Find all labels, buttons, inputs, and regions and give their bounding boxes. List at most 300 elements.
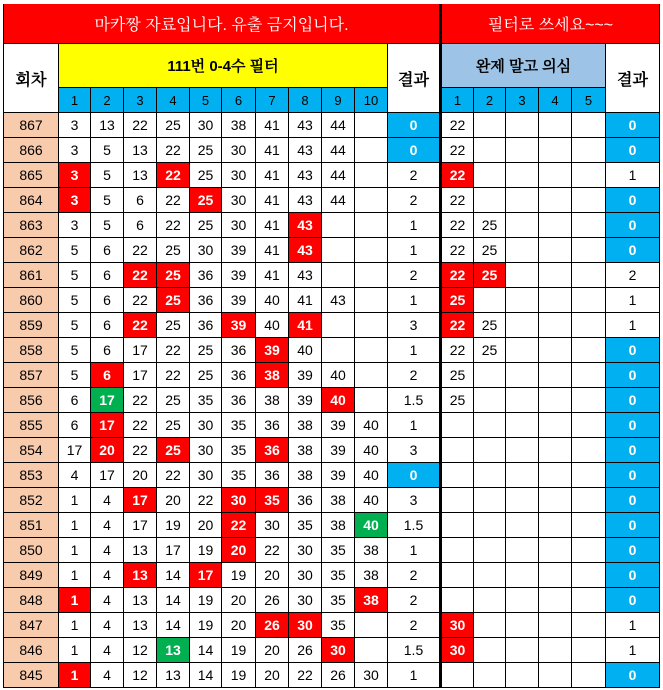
filter-number-cell: 20: [190, 513, 222, 538]
filter-number-cell: [355, 188, 388, 213]
doubt-number-cell: [474, 463, 506, 488]
filter-number-cell: 40: [355, 438, 388, 463]
doubt-number-cell: [572, 113, 606, 138]
filter-number-cell: 30: [289, 538, 322, 563]
result-cell: 0: [388, 138, 442, 163]
doubt-number-cell: [539, 563, 572, 588]
filter-number-cell: [355, 613, 388, 638]
doubt-number-cell: [539, 213, 572, 238]
filter-number-cell: 22: [124, 238, 157, 263]
doubt-number-cell: [572, 663, 606, 688]
doubt-number-cell: 25: [474, 338, 506, 363]
title-right-banner: 필터로 쓰세요~~~: [442, 4, 660, 44]
filter-number-cell: 39: [256, 338, 289, 363]
doubt-number-cell: [572, 438, 606, 463]
doubt-number-cell: [572, 313, 606, 338]
filter-number-cell: 14: [157, 588, 190, 613]
filter-number-cell: 5: [59, 313, 91, 338]
filter-col-header: 10: [355, 88, 388, 113]
filter-number-cell: [322, 238, 355, 263]
doubt-number-cell: [474, 188, 506, 213]
result2-cell: 0: [606, 388, 660, 413]
filter-number-cell: 30: [190, 113, 222, 138]
filter-number-cell: 13: [124, 138, 157, 163]
filter-number-cell: 43: [289, 238, 322, 263]
filter-number-cell: 44: [322, 163, 355, 188]
filter-number-cell: 17: [124, 338, 157, 363]
result2-cell: 0: [606, 463, 660, 488]
filter-number-cell: 22: [124, 438, 157, 463]
doubt-number-cell: 25: [442, 288, 474, 313]
filter-number-cell: 38: [355, 538, 388, 563]
doubt-number-cell: [442, 413, 474, 438]
filter-number-cell: [355, 263, 388, 288]
filter-number-cell: 22: [124, 113, 157, 138]
result-cell: 1: [388, 288, 442, 313]
round-number: 861: [4, 263, 59, 288]
filter-number-cell: 41: [256, 188, 289, 213]
doubt-number-cell: [572, 288, 606, 313]
round-number: 854: [4, 438, 59, 463]
filter-number-cell: 4: [59, 463, 91, 488]
filter-number-cell: [322, 263, 355, 288]
result2-cell: 0: [606, 238, 660, 263]
filter-number-cell: 6: [91, 263, 124, 288]
filter-col-header: 8: [289, 88, 322, 113]
filter-number-cell: [355, 388, 388, 413]
round-number: 864: [4, 188, 59, 213]
filter-number-cell: [355, 213, 388, 238]
filter-number-cell: 30: [222, 488, 256, 513]
doubt-number-cell: 22: [442, 213, 474, 238]
filter-number-cell: 30: [289, 588, 322, 613]
filter-number-cell: 5: [59, 288, 91, 313]
filter-number-cell: 3: [59, 188, 91, 213]
doubt-number-cell: [474, 388, 506, 413]
round-number: 850: [4, 538, 59, 563]
doubt-number-cell: [572, 213, 606, 238]
doubt-number-cell: [506, 438, 539, 463]
filter-number-cell: 40: [256, 313, 289, 338]
doubt-number-cell: [506, 313, 539, 338]
filter-col-header: 7: [256, 88, 289, 113]
doubt-number-cell: [474, 538, 506, 563]
filter-number-cell: 43: [289, 188, 322, 213]
filter-number-cell: 39: [222, 263, 256, 288]
filter-number-cell: 36: [256, 438, 289, 463]
doubt-col-header: 4: [539, 88, 572, 113]
filter-number-cell: 3: [59, 138, 91, 163]
filter-number-cell: 36: [289, 488, 322, 513]
doubt-number-cell: [442, 663, 474, 688]
filter-number-cell: 3: [59, 113, 91, 138]
doubt-number-cell: [539, 638, 572, 663]
result-cell: 1: [388, 538, 442, 563]
filter-number-cell: 25: [190, 163, 222, 188]
doubt-number-cell: [539, 663, 572, 688]
filter-number-cell: [322, 313, 355, 338]
result2-cell: 0: [606, 413, 660, 438]
filter-number-cell: 25: [190, 188, 222, 213]
filter-number-cell: 30: [289, 613, 322, 638]
doubt-number-cell: [506, 513, 539, 538]
doubt-number-cell: [474, 513, 506, 538]
filter-number-cell: 43: [289, 163, 322, 188]
doubt-number-cell: [539, 138, 572, 163]
filter-number-cell: 6: [91, 313, 124, 338]
doubt-col-header: 3: [506, 88, 539, 113]
filter-number-cell: 41: [256, 213, 289, 238]
filter-col-header: 4: [157, 88, 190, 113]
result2-cell: 0: [606, 363, 660, 388]
doubt-number-cell: [572, 463, 606, 488]
doubt-number-cell: [506, 538, 539, 563]
result2-cell: 0: [606, 438, 660, 463]
filter-number-cell: 38: [256, 363, 289, 388]
filter-number-cell: 30: [190, 413, 222, 438]
doubt-number-cell: [474, 638, 506, 663]
filter-number-cell: 38: [355, 563, 388, 588]
filter-number-cell: 6: [59, 413, 91, 438]
filter-number-cell: 22: [190, 488, 222, 513]
round-number: 852: [4, 488, 59, 513]
result-cell: 2: [388, 263, 442, 288]
doubt-number-cell: [506, 263, 539, 288]
filter-number-cell: 1: [59, 513, 91, 538]
doubt-number-cell: [539, 538, 572, 563]
result2-cell: 0: [606, 588, 660, 613]
doubt-number-cell: [506, 488, 539, 513]
doubt-number-cell: [506, 213, 539, 238]
filter-number-cell: 6: [59, 388, 91, 413]
round-number: 863: [4, 213, 59, 238]
doubt-number-cell: [474, 613, 506, 638]
filter-number-cell: 30: [222, 163, 256, 188]
doubt-number-cell: [474, 138, 506, 163]
result2-cell: 0: [606, 113, 660, 138]
doubt-number-cell: [474, 438, 506, 463]
filter-number-cell: 13: [124, 563, 157, 588]
filter-number-cell: [322, 213, 355, 238]
filter-number-cell: 4: [91, 588, 124, 613]
doubt-number-cell: 22: [442, 263, 474, 288]
filter-number-cell: 30: [289, 563, 322, 588]
doubt-number-cell: [506, 388, 539, 413]
filter-number-cell: 13: [91, 113, 124, 138]
filter-number-cell: 25: [157, 388, 190, 413]
doubt-number-cell: [572, 388, 606, 413]
filter-number-cell: 39: [322, 463, 355, 488]
filter-number-cell: 4: [91, 488, 124, 513]
doubt-number-cell: [506, 563, 539, 588]
filter-number-cell: 26: [289, 638, 322, 663]
doubt-number-cell: 25: [474, 238, 506, 263]
filter-number-cell: 5: [59, 363, 91, 388]
filter-number-cell: 20: [222, 613, 256, 638]
filter-number-cell: 44: [322, 138, 355, 163]
filter-number-cell: 36: [256, 463, 289, 488]
result2-cell: 0: [606, 663, 660, 688]
filter-number-cell: 22: [157, 338, 190, 363]
doubt-number-cell: [474, 588, 506, 613]
doubt-number-cell: [506, 363, 539, 388]
filter-number-cell: 25: [157, 413, 190, 438]
doubt-number-cell: [474, 488, 506, 513]
filter-number-cell: 30: [256, 513, 289, 538]
doubt-number-cell: 22: [442, 338, 474, 363]
round-number: 846: [4, 638, 59, 663]
filter-number-cell: 20: [124, 463, 157, 488]
filter-number-cell: 20: [222, 538, 256, 563]
doubt-number-cell: [572, 563, 606, 588]
doubt-number-cell: [572, 188, 606, 213]
filter-number-cell: 17: [124, 513, 157, 538]
result-cell: 3: [388, 438, 442, 463]
doubt-number-cell: [442, 463, 474, 488]
filter-number-cell: 25: [157, 313, 190, 338]
result-cell: 1.5: [388, 513, 442, 538]
result-cell: 0: [388, 463, 442, 488]
round-number: 853: [4, 463, 59, 488]
round-number: 866: [4, 138, 59, 163]
result-cell: 1: [388, 338, 442, 363]
filter-number-cell: [355, 138, 388, 163]
doubt-number-cell: [572, 613, 606, 638]
doubt-number-cell: [506, 113, 539, 138]
filter-col-header: 6: [222, 88, 256, 113]
doubt-number-cell: [506, 663, 539, 688]
filter-number-cell: 40: [355, 513, 388, 538]
filter-number-cell: 19: [222, 663, 256, 688]
result-cell: 2: [388, 563, 442, 588]
filter-col-header: 5: [190, 88, 222, 113]
filter-number-cell: 22: [157, 463, 190, 488]
filter-number-cell: 25: [190, 213, 222, 238]
filter-header: 111번 0-4수 필터: [59, 44, 388, 88]
filter-number-cell: 17: [157, 538, 190, 563]
doubt-number-cell: [539, 513, 572, 538]
filter-number-cell: [322, 338, 355, 363]
doubt-number-cell: [442, 513, 474, 538]
doubt-number-cell: [506, 588, 539, 613]
result-cell: 1.5: [388, 388, 442, 413]
doubt-number-cell: [539, 113, 572, 138]
filter-number-cell: 39: [322, 413, 355, 438]
filter-number-cell: 4: [91, 638, 124, 663]
doubt-number-cell: [442, 488, 474, 513]
doubt-number-cell: [539, 363, 572, 388]
filter-number-cell: 13: [157, 663, 190, 688]
filter-number-cell: 35: [222, 413, 256, 438]
doubt-number-cell: [539, 288, 572, 313]
result2-cell: 2: [606, 263, 660, 288]
filter-number-cell: [355, 363, 388, 388]
doubt-number-cell: [506, 638, 539, 663]
result2-cell: 0: [606, 338, 660, 363]
doubt-number-cell: 22: [442, 163, 474, 188]
doubt-number-cell: [506, 163, 539, 188]
result2-cell: 0: [606, 488, 660, 513]
filter-number-cell: 35: [222, 463, 256, 488]
round-number: 859: [4, 313, 59, 338]
filter-number-cell: 13: [124, 538, 157, 563]
filter-number-cell: 36: [190, 288, 222, 313]
doubt-number-cell: 30: [442, 638, 474, 663]
filter-number-cell: 36: [222, 388, 256, 413]
filter-number-cell: 25: [157, 238, 190, 263]
filter-number-cell: 1: [59, 638, 91, 663]
doubt-number-cell: [474, 563, 506, 588]
filter-number-cell: 17: [124, 363, 157, 388]
doubt-number-cell: [572, 363, 606, 388]
doubt-number-cell: [572, 638, 606, 663]
filter-number-cell: 36: [222, 363, 256, 388]
filter-number-cell: 6: [91, 288, 124, 313]
filter-number-cell: 22: [124, 288, 157, 313]
round-number: 857: [4, 363, 59, 388]
result2-cell: 1: [606, 163, 660, 188]
filter-number-cell: 35: [190, 388, 222, 413]
doubt-number-cell: 25: [474, 313, 506, 338]
doubt-number-cell: [539, 188, 572, 213]
filter-number-cell: 39: [322, 438, 355, 463]
filter-number-cell: 19: [190, 613, 222, 638]
filter-number-cell: [355, 163, 388, 188]
filter-number-cell: 19: [222, 563, 256, 588]
filter-number-cell: 22: [124, 388, 157, 413]
filter-number-cell: 38: [322, 488, 355, 513]
round-header: 회차: [4, 44, 59, 113]
doubt-number-cell: [539, 463, 572, 488]
result-cell: 1: [388, 238, 442, 263]
filter-number-cell: 19: [190, 538, 222, 563]
doubt-number-cell: [506, 188, 539, 213]
filter-number-cell: 35: [222, 438, 256, 463]
doubt-col-header: 1: [442, 88, 474, 113]
doubt-number-cell: [539, 413, 572, 438]
filter-number-cell: [355, 638, 388, 663]
doubt-number-cell: 25: [474, 263, 506, 288]
filter-number-cell: 36: [256, 413, 289, 438]
filter-number-cell: 36: [222, 338, 256, 363]
filter-number-cell: 40: [355, 463, 388, 488]
filter-number-cell: 22: [157, 163, 190, 188]
filter-number-cell: 40: [322, 363, 355, 388]
filter-number-cell: 44: [322, 188, 355, 213]
filter-number-cell: 13: [124, 588, 157, 613]
filter-number-cell: 17: [124, 488, 157, 513]
filter-number-cell: 1: [59, 588, 91, 613]
doubt-number-cell: 25: [442, 363, 474, 388]
round-number: 867: [4, 113, 59, 138]
filter-col-header: 2: [91, 88, 124, 113]
filter-number-cell: 5: [91, 138, 124, 163]
filter-number-cell: 38: [355, 588, 388, 613]
doubt-number-cell: [506, 138, 539, 163]
filter-number-cell: 13: [124, 613, 157, 638]
doubt-number-cell: [506, 288, 539, 313]
doubt-number-cell: 22: [442, 313, 474, 338]
doubt-number-cell: [572, 263, 606, 288]
doubt-number-cell: [539, 338, 572, 363]
result-cell: 2: [388, 163, 442, 188]
filter-number-cell: 43: [289, 113, 322, 138]
filter-number-cell: 39: [289, 363, 322, 388]
filter-number-cell: 35: [322, 538, 355, 563]
doubt-number-cell: [506, 338, 539, 363]
filter-number-cell: 19: [190, 588, 222, 613]
round-number: 848: [4, 588, 59, 613]
filter-number-cell: 43: [289, 213, 322, 238]
filter-number-cell: 4: [91, 538, 124, 563]
filter-number-cell: 20: [256, 563, 289, 588]
filter-number-cell: 5: [91, 213, 124, 238]
filter-number-cell: 35: [256, 488, 289, 513]
filter-number-cell: 25: [157, 288, 190, 313]
doubt-number-cell: [539, 488, 572, 513]
filter-number-cell: 20: [256, 638, 289, 663]
filter-number-cell: 4: [91, 613, 124, 638]
doubt-number-cell: [442, 563, 474, 588]
filter-number-cell: 17: [91, 388, 124, 413]
doubt-number-cell: [539, 388, 572, 413]
filter-number-cell: 3: [59, 213, 91, 238]
filter-number-cell: 5: [91, 188, 124, 213]
filter-number-cell: 35: [322, 588, 355, 613]
filter-number-cell: 36: [190, 263, 222, 288]
result2-header: 결과: [606, 44, 660, 113]
filter-number-cell: [355, 238, 388, 263]
filter-number-cell: 35: [289, 513, 322, 538]
result2-cell: 0: [606, 538, 660, 563]
filter-number-cell: 5: [59, 338, 91, 363]
filter-number-cell: 5: [91, 163, 124, 188]
doubt-number-cell: 22: [442, 138, 474, 163]
doubt-number-cell: 22: [442, 113, 474, 138]
filter-number-cell: 22: [256, 538, 289, 563]
filter-col-header: 1: [59, 88, 91, 113]
doubt-number-cell: 30: [442, 613, 474, 638]
doubt-number-cell: [572, 138, 606, 163]
filter-number-cell: 30: [190, 463, 222, 488]
filter-number-cell: 12: [124, 663, 157, 688]
filter-number-cell: 30: [222, 138, 256, 163]
doubt-number-cell: 25: [442, 388, 474, 413]
filter-number-cell: 41: [256, 163, 289, 188]
filter-col-header: 9: [322, 88, 355, 113]
filter-number-cell: 1: [59, 488, 91, 513]
filter-number-cell: 6: [91, 338, 124, 363]
doubt-number-cell: [572, 163, 606, 188]
filter-number-cell: 20: [157, 488, 190, 513]
result-cell: 1: [388, 213, 442, 238]
filter-number-cell: 22: [157, 138, 190, 163]
doubt-number-cell: [572, 513, 606, 538]
filter-number-cell: 44: [322, 113, 355, 138]
filter-number-cell: [355, 313, 388, 338]
round-number: 862: [4, 238, 59, 263]
filter-number-cell: 17: [91, 413, 124, 438]
filter-number-cell: 41: [289, 288, 322, 313]
filter-number-cell: 20: [222, 588, 256, 613]
doubt-number-cell: [506, 613, 539, 638]
filter-number-cell: 25: [190, 363, 222, 388]
filter-number-cell: 41: [256, 263, 289, 288]
filter-number-cell: 4: [91, 563, 124, 588]
filter-number-cell: 40: [355, 488, 388, 513]
result2-cell: 0: [606, 513, 660, 538]
filter-number-cell: 22: [222, 513, 256, 538]
